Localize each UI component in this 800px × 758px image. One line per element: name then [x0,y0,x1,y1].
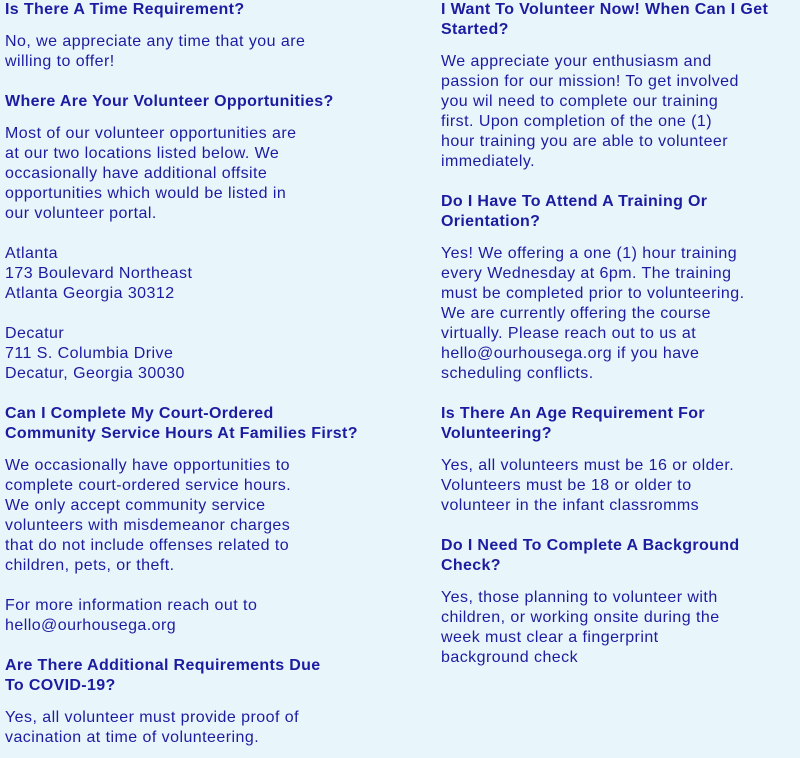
text-line: To COVID-19? [5,677,116,694]
text-line: Most of our volunteer opportunities are [5,125,297,142]
text-line: hello@ourhousega.org if you have [441,345,700,362]
faq-contact [5,596,405,636]
faq-question [5,404,405,444]
faq-question [5,92,405,112]
text-line: We only accept community service [5,497,266,514]
text-line: Yes, all volunteer must provide proof of [5,709,300,726]
faq-answer [441,244,796,384]
faq-court-ordered [5,404,405,636]
faq-age [441,404,796,516]
faq-answer [5,124,405,224]
text-line: Is There A Time Requirement? [5,1,245,18]
text-line: Orientation? [441,213,541,230]
faq-covid [5,656,405,748]
faq-answer [5,708,405,748]
text-line: background check [441,649,579,666]
faq-question [5,0,405,20]
text-line: Volunteering? [441,425,552,442]
faq-answer [5,32,405,72]
faq-locations [5,92,405,384]
faq-question [441,0,796,40]
faq-question [441,404,796,444]
text-line: Yes, those planning to volunteer with [441,589,718,606]
text-line: Volunteers must be 18 or older to [441,477,692,494]
text-line: Started? [441,21,509,38]
faq-time [5,0,405,72]
faq-answer [441,52,796,172]
text-line: volunteers with misdemeanor charges [5,517,291,534]
text-line: week must clear a fingerprint [441,629,659,646]
faq-training [441,192,796,384]
text-line: We appreciate your enthusiasm and [441,53,712,70]
faq-question [5,656,405,696]
text-line: volunteer in the infant classromms [441,497,700,514]
text-line: Yes, all volunteers must be 16 or older. [441,457,735,474]
faq-background-check [441,536,796,668]
faq-right-column [441,0,796,668]
text-line: Where Are Your Volunteer Opportunities? [5,93,334,110]
address-decatur [5,324,405,384]
text-line: Can I Complete My Court-Ordered [5,405,274,422]
text-line: Do I Have To Attend A Training Or [441,193,708,210]
text-line: We occasionally have opportunities to [5,457,290,474]
text-line: must be completed prior to volunteering. [441,285,745,302]
text-line: passion for our mission! To get involved [441,73,739,90]
text-line: Are There Additional Requirements Due [5,657,321,674]
faq-answer [441,588,796,668]
text-line: you wil need to complete our training [441,93,719,110]
text-line: hour training you are able to volunteer [441,133,729,150]
faq-answer [441,456,796,516]
text-line: first. Upon completion of the one (1) [441,113,713,130]
text-line: vacination at time of volunteering. [5,729,260,746]
text-line: children, pets, or theft. [5,557,175,574]
text-line: virtually. Please reach out to us at [441,325,697,342]
text-line: No, we appreciate any time that you are [5,33,306,50]
text-line: every Wednesday at 6pm. The training [441,265,732,282]
text-line: Atlanta [5,245,58,262]
faq-start [441,0,796,172]
faq-question [441,192,796,232]
text-line: that do not include offenses related to [5,537,290,554]
text-line: Decatur [5,325,65,342]
faq-left-column [5,0,405,748]
text-line: Check? [441,557,501,574]
text-line: occasionally have additional offsite [5,165,268,182]
faq-answer [5,456,405,576]
text-line: complete court-ordered service hours. [5,477,292,494]
text-line: We are currently offering the course [441,305,711,322]
faq-question [441,536,796,576]
text-line: willing to offer! [5,53,115,70]
text-line: opportunities which would be listed in [5,185,287,202]
text-line: Community Service Hours At Families First? [5,425,358,442]
text-line: Yes! We offering a one (1) hour training [441,245,738,262]
text-line: immediately. [441,153,536,170]
text-line: I Want To Volunteer Now! When Can I Get [441,1,769,18]
text-line: scheduling conflicts. [441,365,594,382]
text-line: 711 S. Columbia Drive [5,345,174,362]
text-line: at our two locations listed below. We [5,145,280,162]
text-line: children, or working onsite during the [441,609,720,626]
text-line: Atlanta Georgia 30312 [5,285,175,302]
text-line: Decatur, Georgia 30030 [5,365,185,382]
address-atlanta [5,244,405,304]
text-line: For more information reach out to [5,597,258,614]
text-line: hello@ourhousega.org [5,617,177,634]
text-line: our volunteer portal. [5,205,157,222]
text-line: Do I Need To Complete A Background [441,537,740,554]
text-line: 173 Boulevard Northeast [5,265,193,282]
text-line: Is There An Age Requirement For [441,405,705,422]
